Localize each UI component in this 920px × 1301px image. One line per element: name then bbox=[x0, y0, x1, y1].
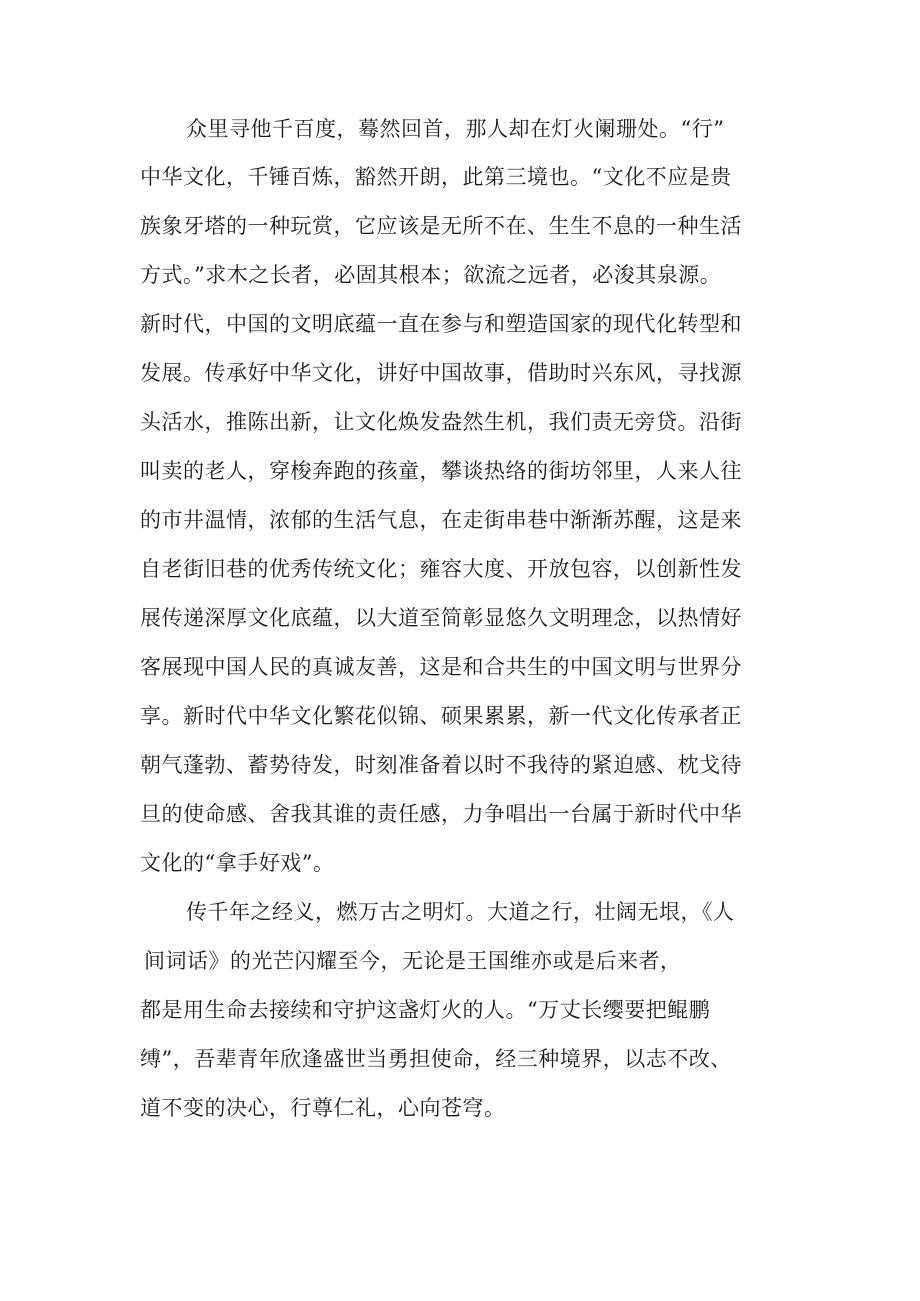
paragraph-line: 方式。”求木之长者，必固其根本；欲流之远者，必浚其泉源。 bbox=[140, 263, 722, 287]
paragraph-line: 族象牙塔的一种玩赏，它应该是无所不在、生生不息的一种生活 bbox=[140, 214, 742, 238]
paragraph-line: 传千年之经义，燃万古之明灯。大道之行，壮阔无垠，《人 bbox=[186, 900, 735, 924]
paragraph-line: 文化的“拿手好戏”。 bbox=[140, 851, 335, 875]
paragraph-line: 头活水，推陈出新，让文化焕发盎然生机，我们责无旁贷。沿街 bbox=[140, 410, 742, 434]
paragraph-line: 发展。传承好中华文化，讲好中国故事，借助时兴东风，寻找源 bbox=[140, 361, 742, 385]
paragraph-line: 众里寻他千百度，蓦然回首，那人却在灯火阑珊处。“行” bbox=[186, 117, 725, 141]
paragraph-line: 客展现中国人民的真诚友善，这是和合共生的中国文明与世界分 bbox=[140, 655, 742, 679]
paragraph-line: 间词话》的光芒闪耀至今，无论是王国维亦或是后来者， bbox=[144, 949, 682, 973]
paragraph-line: 叫卖的老人，穿梭奔跑的孩童，攀谈热络的街坊邻里，人来人往 bbox=[140, 459, 742, 483]
paragraph-line: 道不变的决心，行尊仁礼，心向苍穹。 bbox=[140, 1096, 506, 1120]
paragraph-line: 自老街旧巷的优秀传统文化；雍容大度、开放包容，以创新性发 bbox=[140, 557, 742, 581]
paragraph-line: 都是用生命去接续和守护这盏灯火的人。“万丈长缨要把鲲鹏 bbox=[140, 998, 711, 1022]
paragraph-line: 新时代，中国的文明底蕴一直在参与和塑造国家的现代化转型和 bbox=[140, 312, 742, 336]
paragraph-line: 享。新时代中华文化繁花似锦、硕果累累，新一代文化传承者正 bbox=[140, 704, 742, 728]
paragraph-line: 缚”，吾辈青年欣逢盛世当勇担使命，经三种境界，以志不改、 bbox=[140, 1047, 732, 1071]
paragraph-line: 展传递深厚文化底蕴，以大道至简彰显悠久文明理念，以热情好 bbox=[140, 606, 742, 630]
paragraph-line: 中华文化，千锤百炼，豁然开朗，此第三境也。“文化不应是贵 bbox=[140, 165, 732, 189]
paragraph-line: 朝气蓬勃、蓄势待发，时刻准备着以时不我待的紧迫感、枕戈待 bbox=[140, 753, 742, 777]
paragraph-line: 的市井温情，浓郁的生活气息，在走街串巷中渐渐苏醒，这是来 bbox=[140, 508, 742, 532]
paragraph-line: 旦的使命感、舍我其谁的责任感，力争唱出一台属于新时代中华 bbox=[140, 802, 742, 826]
